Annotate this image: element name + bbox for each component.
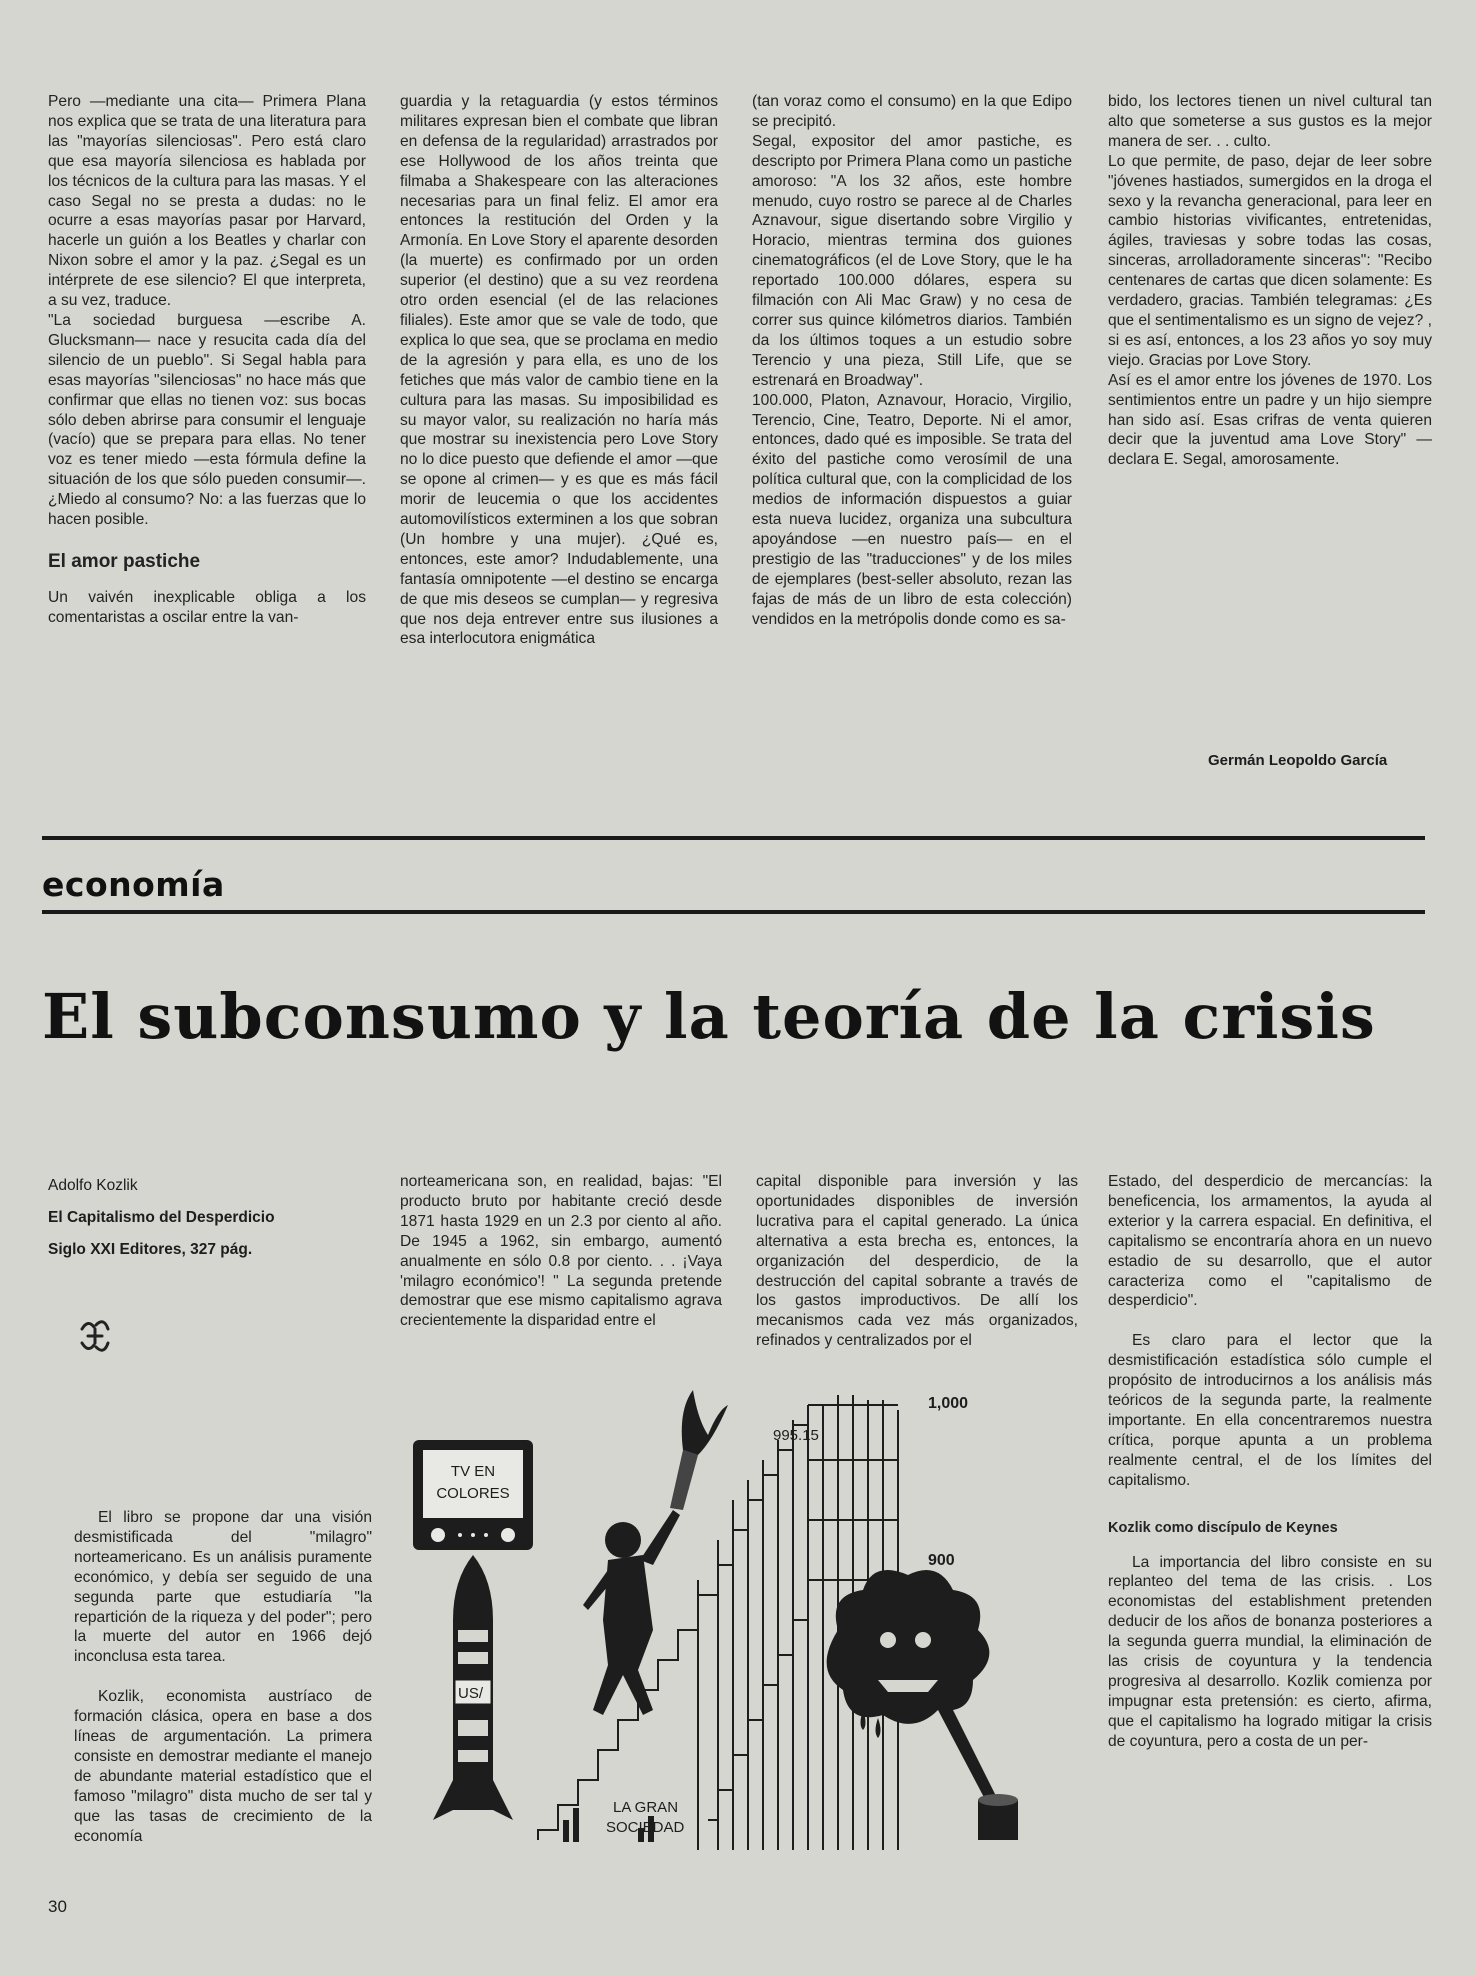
paragraph: norteamericana son, en realidad, bajas: "El producto bruto por habitante creció desde 1871 hasta 1929 en un 2.3 por ciento al año. De 1945 a 1962, sin embargo, aumentó anualmente en sólo 0.8 por ciento. . . ¡Vaya 'milagro económico'! " La segunda pretende demostrar que ese mismo capitalismo agrava crecientemente la disparidad entre el bbox=[400, 1173, 722, 1330]
chart-label-1000: 1,000 bbox=[928, 1395, 969, 1412]
bottom-column-1 bbox=[74, 1508, 372, 1847]
paragraph: Pero —mediante una cita— Primera Plana nos explica que se trata de una literatura para las "mayorías silenciosas". Pero está claro que esa mayoría silenciosa es hablada por los técnicos de la cultura para las masas. Y el caso Segal no se presta a dudas: no le ocurre a esas mayorías pasar por Harvard, hacerle un guión a los Beatles y charlar con Nixon sobre el amor y la paz. ¿Segal es un intérprete de ese silencio? El que interpreta, a su vez, traduce. bbox=[48, 93, 366, 310]
top-column-4 bbox=[1108, 92, 1432, 470]
paragraph: Segal, expositor del amor pastiche, es descripto por Primera Plana como un pastiche amoroso: "A los 32 años, este hombre menudo, cuyo rostro se parece al de Charles Aznavour, sigue disertando sobre Virgilio y Horacio, mientras termina dos guiones cinematográficos (el de Love Story, que le ha reportado 100.000 dólares, espera su filmación con Ali Mac Graw) y no cesa de correr sus quince kilómetros diarios. También da los últimos toques a un estudio sobre Terencio y una pieza, Still Life, que se estrenará en Broadway". bbox=[752, 132, 1072, 389]
book-author: Adolfo Kozlik bbox=[48, 1177, 138, 1194]
tv-label-line1: TV EN bbox=[450, 1463, 496, 1480]
paragraph: La importancia del libro consiste en su replanteo del tema de las crisis. . Los economistas del establishment pretenden deducir de los años de bonanza posteriores a la segunda guerra mundial, la eliminación de las crisis de coyuntura y la tendencia progresiva al desarrollo. Kozlik comienza por impugnar esta pretensión: es cierto, afirma, que el capitalismo ha logrado mitigar la crisis de coyuntura, pero a costa de un per- bbox=[1108, 1553, 1432, 1750]
paragraph: capital disponible para inversión y las oportunidades disponibles de inversión lucrativa para el capital generado. La única alternativa a esta brecha es, entonces, la organización del desperdicio, de la destrucción del capital sobrante a través de los gastos improductivos. De allí los mecanismos cada vez más organizados, refinados y centralizados por el bbox=[756, 1173, 1078, 1350]
society-label-line2: SOCIEDAD bbox=[606, 1819, 685, 1836]
bottom-column-4 bbox=[1108, 1172, 1432, 1752]
paragraph: Así es el amor entre los jóvenes de 1970. Los sentimientos entre un padre y un hijo siempre han sido así. Esas crifras de venta quieren decir que la juventud ama Love Story" —declara E. Segal, amorosamente. bbox=[1108, 371, 1432, 469]
paragraph: El libro se propone dar una visión desmistificada del "milagro" norteamericano. Es un análisis puramente económico, y debía ser seguido de una segunda parte que estudiaría "la repartición de la riqueza y del poder"; pero la muerte del autor en 1966 dejó inconclusa esta tarea. bbox=[74, 1509, 372, 1666]
bottom-column-2 bbox=[400, 1172, 722, 1331]
chart-label-900: 900 bbox=[928, 1552, 955, 1569]
paragraph: Estado, del desperdicio de mercancías: la beneficencia, los armamentos, la ayuda al exterior y la carrera espacial. En definitiva, el capitalismo se encontraría ahora en un nuevo estadio de su desarrollo, que el autor caracteriza como el "capitalismo de desperdicio". bbox=[1108, 1173, 1432, 1310]
book-title: El Capitalismo del Desperdicio bbox=[48, 1209, 275, 1226]
section-label: economía bbox=[42, 865, 225, 904]
running-man-icon bbox=[583, 1390, 728, 1715]
section-rule-bottom bbox=[42, 910, 1425, 914]
author-signature: Germán Leopoldo García bbox=[1208, 752, 1388, 769]
subheading-keynes: Kozlik como discípulo de Keynes bbox=[1108, 1519, 1338, 1536]
bottom-column-3 bbox=[756, 1172, 1078, 1351]
paragraph: guardia y la retaguardia (y estos términos militares expresan bien el combate que libran en defensa de la regularidad) arrastrados por ese Hollywood de los años treinta que filmaba a Shakespeare con las alteraciones necesarias para un final feliz. El amor era entonces la restitución del Orden y la Armonía. En Love Story el aparente desorden (la muerte) es confirmado por un orden superior (el destino) que a su vez reordena otro orden esencial (el de las relaciones filiales). Este amor que se vale de todo, que explica lo que sea, que se proclama en medio de la agresión y para ella, es uno de los fetiches que más valor de cambio tiene en la cultura para las masas. Su imposibilidad es su mayor valor, su realización no haría más que mostrar su inexistencia pero Love Story no lo dice puesto que defiende el amor —que se opone al crimen— y es que es más fácil morir de leucemia o que los accidentes automovilísticos exterminen a los que sobran (Un hombre y una mujer). ¿Qué es, entonces, este amor? Indudablemente, una fantasía omnipotente —el destino se encarga de que mis deseos se cumplan— y regresiva que nos deja entrever entre sus ilusiones a esa interlocutora enigmática bbox=[400, 93, 718, 648]
article-headline: El subconsumo y la teoría de la crisis bbox=[42, 980, 1376, 1053]
page-number: 30 bbox=[48, 1897, 67, 1916]
paragraph: bido, los lectores tienen un nivel cultural tan alto que someterse a sus gustos es la mejor manera de ser. . . culto. bbox=[1108, 93, 1432, 150]
tv-label-line2: COLORES bbox=[436, 1485, 510, 1502]
book-info bbox=[48, 1170, 275, 1266]
book-publisher: Siglo XXI Editores, 327 pág. bbox=[48, 1241, 253, 1258]
section-rule-top bbox=[42, 836, 1425, 840]
chart-label-995: 995.15 bbox=[773, 1427, 819, 1444]
top-column-2 bbox=[400, 92, 718, 649]
top-column-3 bbox=[752, 92, 1072, 629]
society-label-line1: LA GRAN bbox=[613, 1799, 679, 1816]
rocket-label: US/ bbox=[458, 1685, 484, 1702]
storm-cloud-icon bbox=[827, 1570, 1018, 1840]
paragraph: "La sociedad burguesa —escribe A. Glucksmann— nace y resucita cada día del silencio de un pueblo". Si Segal habla para esas mayorías "silenciosas" no hace más que confirmar que ellas no tienen voz: sus bocas sólo deben abrirse para consumir el lenguaje (vacío) que se prepara para ellas. No tener voz es tener miedo —esta fórmula define la situación de los que sólo pueden consumir—. ¿Miedo al consumo? No: a las fuerzas que lo hacen posible. bbox=[48, 311, 366, 529]
top-column-1 bbox=[48, 92, 366, 628]
paragraph: Es claro para el lector que la desmistificación estadística sólo cumple el propósito de introducirnos a los análisis más teóricos de la segunda parte, la realmente importante. En ella concentraremos nuestra crítica, porque apunta a un problema realmente central, el de los límites del capitalismo. bbox=[1108, 1332, 1432, 1489]
paragraph: (tan voraz como el consumo) en la que Edipo se precipitó. bbox=[752, 93, 1072, 130]
paragraph: Lo que permite, de paso, dejar de leer sobre "jóvenes hastiados, sumergidos en la droga el sexo y la revancha generacional, para leer en cambio historias vivificantes, entretenidas, ágiles, traviesas y sobre todas las cosas, sinceras, arrolladoramente sinceras": "Recibo centenares de cartas que dicen solamente: Es verdadero, gracias. También telegramas: ¿Es que el sentimentalismo es un signo de vejez? , si es así, entonces, a los 23 años yo soy muy viejo. Gracias por Love Story. bbox=[1108, 152, 1432, 369]
paragraph: Kozlik, economista austríaco de formación clásica, opera en base a dos líneas de argumentación. La primera consiste en demostrar mediante el manejo de abundante material estadístico que el famoso "milagro" dista mucho de ser tal y que las tasas de crecimiento de la economía bbox=[74, 1688, 372, 1845]
paragraph: 100.000, Platon, Aznavour, Horacio, Virgilio, Terencio, Cine, Teatro, Deporte. Ni el amor, entonces, dado qué es imposible. Se trata del éxito del pastiche como verosímil de una política cultural que, con la complicidad de los medios de información dispuestos a guiar esta nueva lucidez, organiza una subcultura apoyándose —en nuestro país— en el prestigio de las "traducciones" y de los miles de ejemplares (best-seller absoluto, rezan las fajas de más de un libro de esta colección) vendidos en la metrópolis donde como es sa- bbox=[752, 391, 1072, 628]
subheading-amor-pastiche: El amor pastiche bbox=[48, 550, 201, 572]
cartoon-illustration bbox=[408, 1380, 1098, 1850]
ornament-icon bbox=[74, 1315, 116, 1357]
paragraph: Un vaivén inexplicable obliga a los comentaristas a oscilar entre la van- bbox=[48, 588, 366, 626]
